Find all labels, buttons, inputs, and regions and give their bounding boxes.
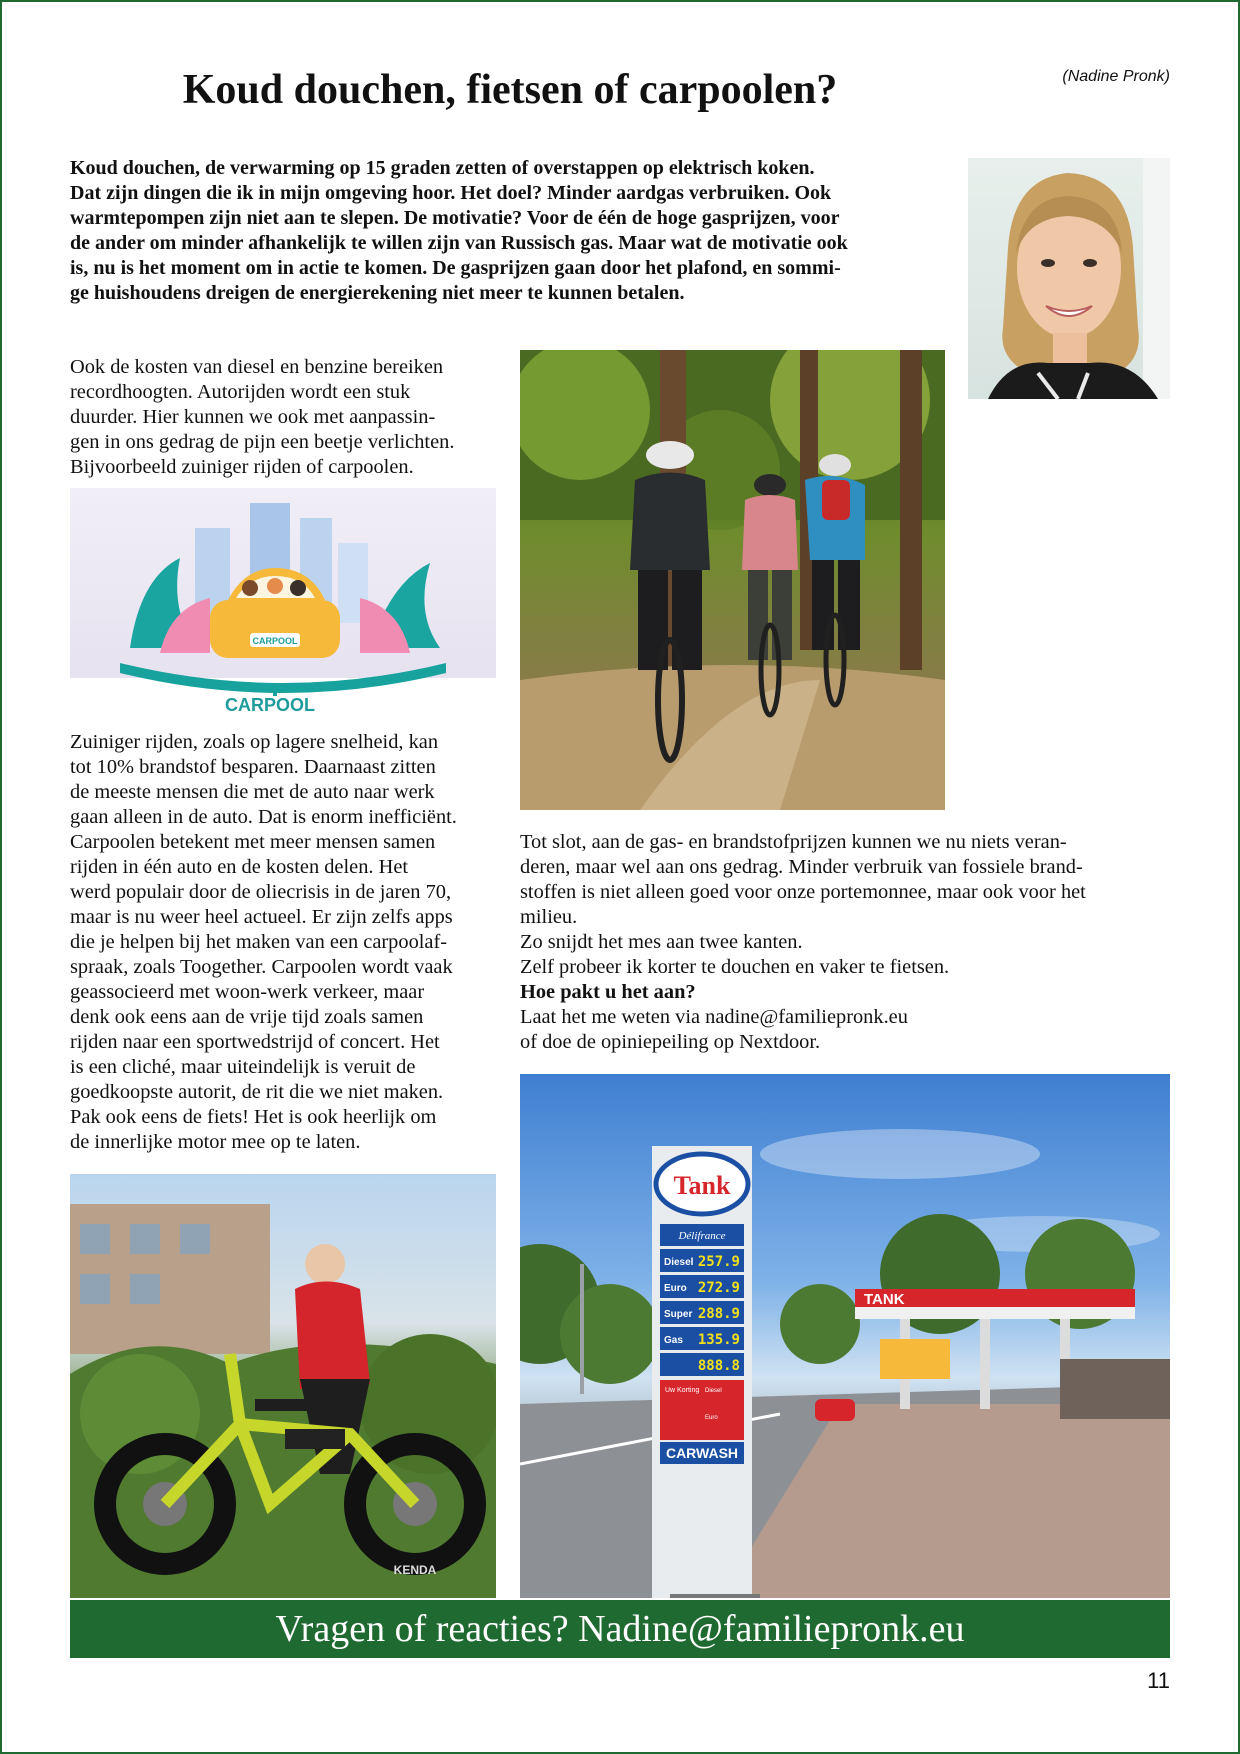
intro-line: is, nu is het moment om in actie te komen. De gasprijzen gaan door het plafond, en sommi- <box>70 257 841 279</box>
price-row-value: 288.9 <box>697 1306 740 1322</box>
intro-line: Dat zijn dingen die ik in mijn omgeving hoor. Het doel? Minder aardgas verbruiken. Ook <box>70 182 832 204</box>
text-line: goedkoopste autorit, de rit die we niet maken. <box>70 1081 444 1103</box>
text-line: gen in ons gedrag de pijn een beetje verlichten. <box>70 431 455 453</box>
question-heading: Hoe pakt u het aan? <box>520 981 696 1003</box>
text-line: gaan alleen in de auto. Dat is enorm inefficiënt. <box>70 806 457 828</box>
article-title: Koud douchen, fietsen of carpoolen? <box>182 67 838 113</box>
price-row-label: Super <box>664 1309 693 1320</box>
tire-brand-text: KENDA <box>393 1563 437 1577</box>
price-row-value: 888.8 <box>697 1358 740 1374</box>
text-line: Tot slot, aan de gas- en brandstofprijzen kunnen we nu niets veran- <box>520 831 1067 853</box>
text-line: spraak, zoals Toogether. Carpoolen wordt vaak <box>70 956 453 978</box>
price-row-label: Gas <box>664 1335 683 1346</box>
text-line: recordhoogten. Autorijden wordt een stuk <box>70 381 411 403</box>
text-line: is een cliché, maar uiteindelijk is veruit de <box>70 1056 416 1078</box>
article-intro <box>70 156 950 306</box>
text-line: de innerlijke motor mee op te laten. <box>70 1131 361 1153</box>
footer-contact-banner: Vragen of reacties? Nadine@familiepronk.eu <box>70 1600 1170 1658</box>
text-line: Ook de kosten van diesel en benzine bereiken <box>70 356 444 378</box>
price-row-value: 135.9 <box>697 1332 740 1348</box>
text-line: geassocieerd met woon-werk verkeer, maar <box>70 981 425 1003</box>
carpool-plate-text: CARPOOL <box>252 636 298 646</box>
intro-line: ge huishoudens dreigen de energierekening niet meer te kunnen betalen. <box>70 282 685 304</box>
text-line: Laat het me weten via nadine@familiepronk.eu <box>520 1006 908 1028</box>
station-sub-text: Délifrance <box>678 1230 726 1242</box>
text-line: tot 10% brandstof besparen. Daarnaast zitten <box>70 756 436 778</box>
carwash-sign-text: CARWASH <box>665 1445 739 1461</box>
text-line: Bijvoorbeeld zuiniger rijden of carpoolen. <box>70 456 414 478</box>
intro-line: Koud douchen, de verwarming op 15 graden zetten of overstappen op elektrisch koken. <box>70 157 815 179</box>
text-line: stoffen is niet alleen goed voor onze portemonnee, maar ook voor het <box>520 881 1086 903</box>
cyclists-forest-photo <box>520 350 945 810</box>
price-row-label: Euro <box>664 1283 687 1294</box>
text-line: Zuiniger rijden, zoals op lagere snelheid, kan <box>70 731 439 753</box>
gas-station-photo <box>520 1074 1170 1598</box>
price-small-label: Diesel <box>705 1388 722 1394</box>
price-board <box>660 1249 744 1376</box>
author-portrait-photo <box>968 158 1170 399</box>
text-line: rijden in één auto en de kosten delen. Het <box>70 856 409 878</box>
intro-line: warmtepompen zijn niet aan te slepen. De motivatie? Voor de één de hoge gasprijzen, voor <box>70 207 840 229</box>
price-small-label: Euro <box>705 1415 718 1421</box>
canopy-brand-text: TANK <box>864 1291 905 1308</box>
text-line: deren, maar wel aan ons gedrag. Minder verbruik van fossiele brand- <box>520 856 1083 878</box>
text-line: denk ook eens aan de vrije tijd zoals samen <box>70 1006 424 1028</box>
text-line: milieu. <box>520 906 578 928</box>
text-line: duurder. Hier kunnen we ook met aanpassin- <box>70 406 436 428</box>
price-row-value: 272.9 <box>697 1280 740 1296</box>
price-small-label: Uw Korting <box>665 1387 700 1394</box>
text-line: rijden naar een sportwedstrijd of concert. Het <box>70 1031 440 1053</box>
text-line: of doe de opiniepeiling op Nextdoor. <box>520 1031 821 1053</box>
text-line: de meeste mensen die met de auto naar werk <box>70 781 435 803</box>
right-column-text <box>520 830 1170 1055</box>
article-author: (Nadine Pronk) <box>1062 68 1170 85</box>
carpool-caption: CARPOOL <box>225 695 315 715</box>
text-line: Zelf probeer ik korter te douchen en vaker te fietsen. <box>520 956 950 978</box>
text-line: Pak ook eens de fiets! Het is ook heerlijk om <box>70 1106 437 1128</box>
carpool-illustration <box>70 488 496 716</box>
text-line: werd populair door de oliecrisis in de jaren 70, <box>70 881 452 903</box>
text-line: Carpoolen betekent met meer mensen samen <box>70 831 436 853</box>
page-number: 11 <box>1147 1668 1170 1693</box>
price-row-label: Diesel <box>664 1257 694 1268</box>
price-row-value: 257.9 <box>697 1254 740 1270</box>
station-brand-text: Tank <box>673 1171 731 1200</box>
text-line: die je helpen bij het maken van een carpoolaf- <box>70 931 448 953</box>
text-line: maar is nu weer heel actueel. Er zijn zelfs apps <box>70 906 453 928</box>
left-column-main-text <box>70 730 500 1155</box>
text-line: Zo snijdt het mes aan twee kanten. <box>520 931 803 953</box>
ebike-rider-photo <box>70 1174 496 1598</box>
left-column-top-text <box>70 355 500 480</box>
intro-line: de ander om minder afhankelijk te willen zijn van Russisch gas. Maar wat de motivatie ook <box>70 232 848 254</box>
